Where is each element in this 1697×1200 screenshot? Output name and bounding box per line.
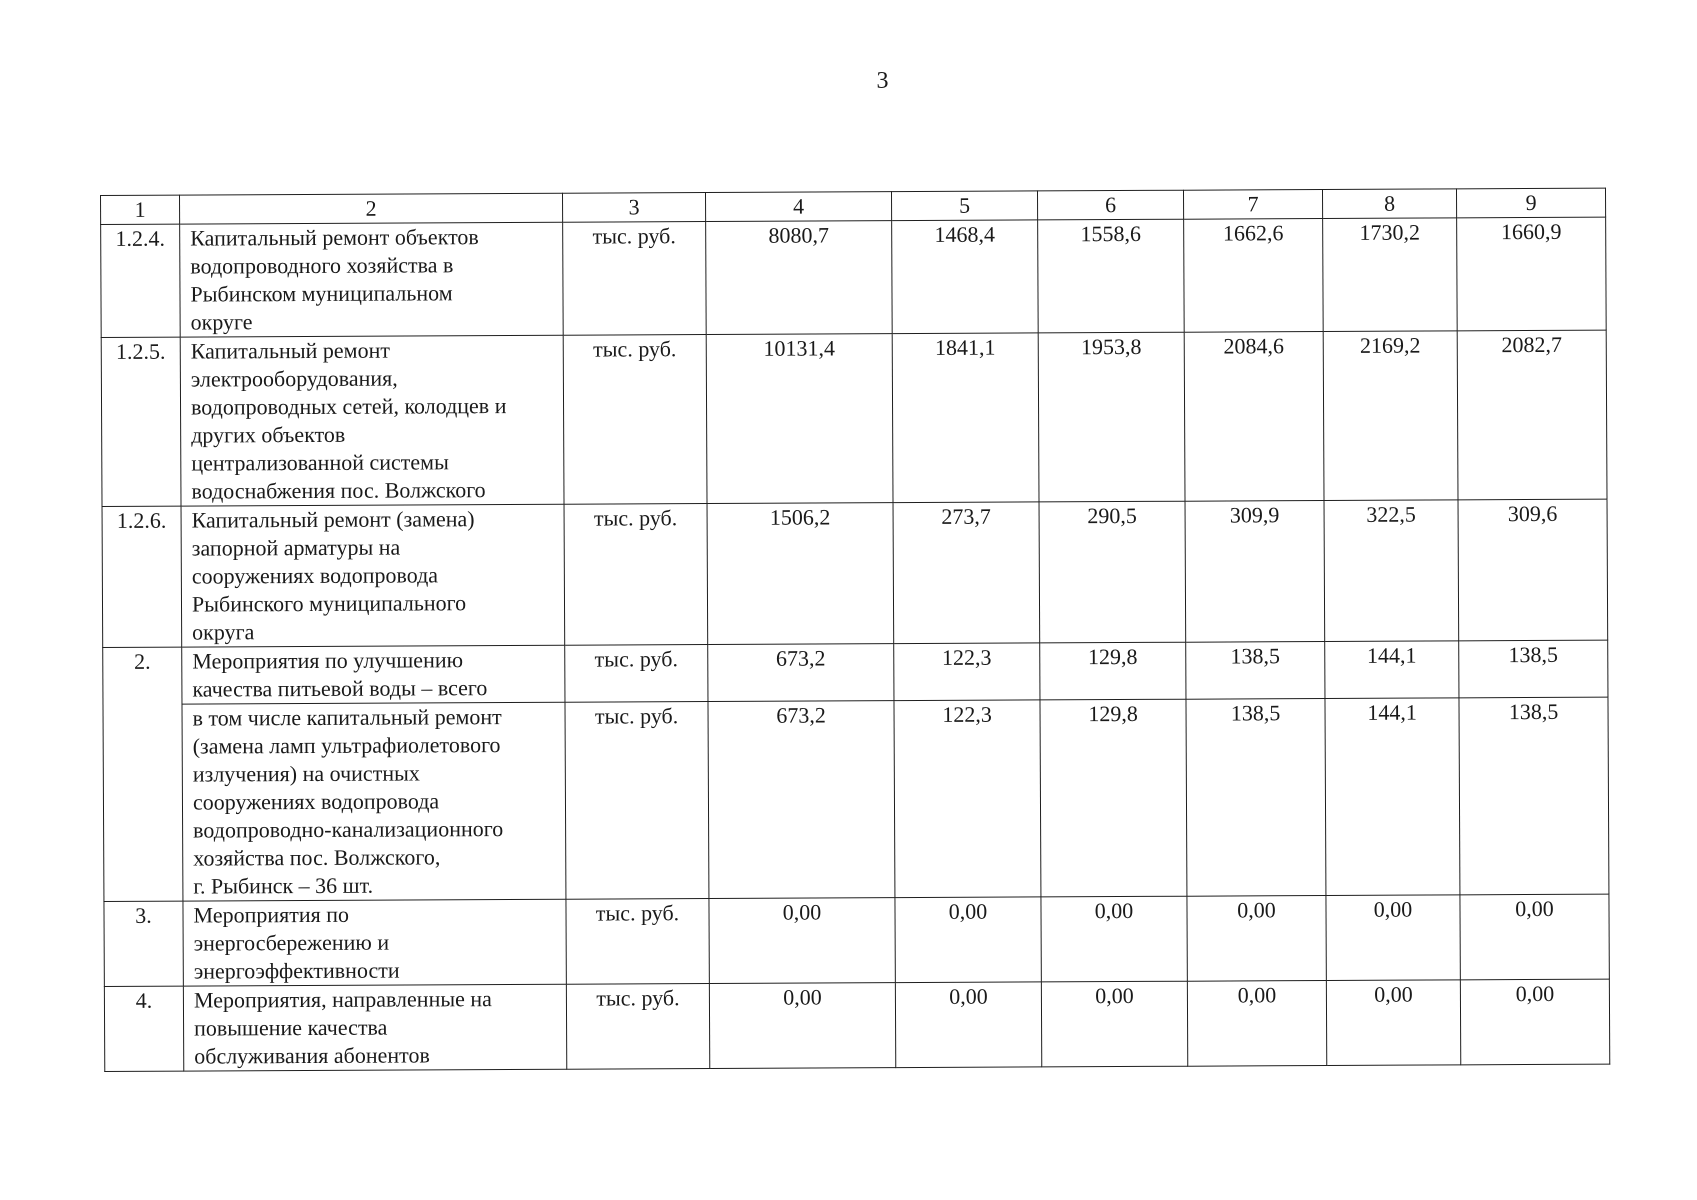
description-line: энергоэффективности — [193, 957, 400, 984]
row-unit: тыс. руб. — [565, 702, 709, 900]
description-line: в том числе капитальный ремонт — [192, 704, 502, 731]
row-value: 1558,6 — [1038, 219, 1185, 333]
header-cell: 3 — [562, 193, 705, 223]
row-value: 2169,2 — [1323, 331, 1458, 501]
table-row — [104, 894, 1609, 986]
row-unit: тыс. руб. — [566, 984, 709, 1070]
row-value: 8080,7 — [706, 221, 893, 335]
description-line: сооружениях водопровода — [191, 562, 439, 589]
row-value: 0,00 — [895, 897, 1041, 983]
description-line: округе — [190, 309, 253, 335]
row-value: 1662,6 — [1184, 219, 1324, 333]
table-row — [102, 499, 1608, 647]
row-value: 0,00 — [1460, 979, 1609, 1065]
row-value: 273,7 — [893, 502, 1040, 644]
row-value: 290,5 — [1039, 501, 1186, 643]
description-line: повышение качества — [194, 1014, 388, 1041]
row-number: 4. — [104, 986, 183, 1071]
table-row — [103, 640, 1608, 704]
page-number: 3 — [876, 68, 889, 94]
row-value: 1660,9 — [1457, 217, 1607, 331]
description-line: округа — [192, 619, 255, 645]
row-value: 138,5 — [1186, 642, 1325, 700]
description-line: Рыбинского муниципального — [191, 590, 467, 617]
row-number: 1.2.4. — [101, 224, 181, 337]
description-line: других объектов — [191, 421, 346, 448]
row-description — [183, 984, 566, 1071]
row-value: 309,6 — [1458, 499, 1608, 641]
description-line: водопроводно-канализационного — [193, 816, 504, 843]
description-line: качества питьевой воды – всего — [192, 675, 488, 702]
description-line: г. Рыбинск – 36 шт. — [193, 872, 374, 899]
description-line: запорной арматуры на — [191, 534, 401, 561]
row-value: 138,5 — [1459, 640, 1608, 698]
row-value: 0,00 — [709, 983, 895, 1069]
row-value: 122,3 — [894, 643, 1040, 701]
row-value: 129,8 — [1040, 642, 1186, 700]
row-description — [182, 645, 565, 704]
row-value: 2082,7 — [1457, 330, 1607, 500]
header-cell: 2 — [180, 193, 563, 224]
table-row — [101, 330, 1607, 506]
row-value: 144,1 — [1325, 698, 1460, 896]
row-number: 3. — [104, 901, 183, 986]
table-row — [101, 217, 1607, 337]
description-line: Капитальный ремонт — [190, 337, 390, 364]
header-cell: 9 — [1456, 188, 1605, 218]
row-value: 1841,1 — [892, 333, 1039, 503]
description-line: Мероприятия по улучшению — [192, 647, 464, 674]
row-value: 0,00 — [1187, 981, 1326, 1067]
row-unit: тыс. руб. — [564, 504, 708, 646]
row-value: 138,5 — [1459, 697, 1609, 895]
description-line: электрооборудования, — [190, 365, 398, 392]
description-line: водопроводных сетей, колодцев и — [190, 393, 507, 420]
row-value: 2084,6 — [1184, 332, 1324, 502]
description-line: сооружениях водопровода — [192, 788, 440, 815]
header-cell: 4 — [705, 192, 891, 222]
row-value: 129,8 — [1040, 699, 1187, 897]
row-value: 673,2 — [708, 644, 894, 702]
row-unit: тыс. руб. — [563, 222, 707, 336]
row-number: 2. — [103, 647, 183, 901]
description-line: Капитальный ремонт объектов — [190, 224, 479, 251]
row-value: 322,5 — [1324, 500, 1459, 642]
row-description — [183, 899, 566, 986]
row-value: 1506,2 — [707, 503, 894, 645]
row-value: 0,00 — [1326, 980, 1460, 1066]
header-cell: 5 — [891, 191, 1037, 221]
row-value: 673,2 — [708, 701, 895, 899]
row-value: 309,9 — [1185, 501, 1325, 643]
row-value: 0,00 — [1041, 981, 1187, 1067]
row-value: 1468,4 — [892, 220, 1039, 334]
row-value: 122,3 — [894, 700, 1041, 898]
row-value: 0,00 — [1187, 896, 1326, 982]
table-row — [104, 979, 1609, 1071]
description-line: Капитальный ремонт (замена) — [191, 506, 475, 533]
header-cell: 1 — [101, 195, 180, 224]
header-cell: 8 — [1322, 189, 1456, 219]
row-value: 138,5 — [1186, 699, 1326, 897]
description-line: излучения) на очистных — [192, 760, 420, 787]
row-number: 1.2.6. — [102, 506, 182, 647]
row-description — [180, 222, 564, 337]
row-description — [182, 702, 566, 901]
description-line: хозяйства пос. Волжского, — [193, 844, 441, 871]
row-description — [180, 335, 564, 506]
description-line: водопроводного хозяйства в — [190, 252, 454, 279]
row-unit: тыс. руб. — [563, 335, 707, 505]
description-line: централизованной системы — [191, 449, 449, 476]
row-number: 1.2.5. — [101, 337, 181, 506]
row-unit: тыс. руб. — [566, 899, 709, 985]
row-value: 10131,4 — [706, 334, 893, 504]
description-line: Рыбинском муниципальном — [190, 280, 453, 307]
row-value: 0,00 — [1460, 894, 1609, 980]
header-cell: 6 — [1037, 190, 1183, 220]
description-line: Мероприятия по — [193, 901, 350, 928]
row-description — [181, 504, 565, 647]
row-unit: тыс. руб. — [565, 645, 708, 703]
description-line: (замена ламп ультрафиолетового — [192, 732, 501, 759]
row-value: 144,1 — [1325, 641, 1459, 699]
row-value: 1730,2 — [1323, 218, 1458, 332]
header-cell: 7 — [1183, 190, 1322, 220]
table-row — [103, 697, 1609, 901]
row-value: 0,00 — [1326, 895, 1460, 981]
description-line: водоснабжения пос. Волжского — [191, 477, 486, 504]
budget-table — [100, 188, 1610, 1072]
row-value: 1953,8 — [1038, 332, 1185, 502]
description-line: обслуживания абонентов — [194, 1042, 430, 1069]
row-value: 0,00 — [709, 898, 895, 984]
row-value: 0,00 — [1041, 896, 1187, 982]
description-line: Мероприятия, направленные на — [193, 986, 492, 1013]
description-line: энергосбережению и — [193, 929, 390, 956]
row-value: 0,00 — [895, 982, 1041, 1068]
